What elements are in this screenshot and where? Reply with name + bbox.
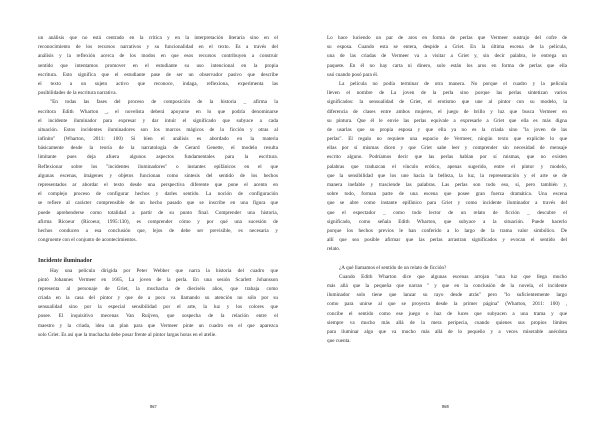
text-line: allí que sea posible afirmar que las perlas arrastran significados y evocan el sentido del bbox=[327, 237, 567, 244]
text-line: diferencia de clases entre ambos mujeres, el juego de brillo y luz que busca Vermeer en bbox=[327, 108, 567, 115]
page-number-right: 868 bbox=[442, 404, 449, 409]
text-line: manera inefable y trasciende las palabras. Las perlas son todo eso, sí, pero también y, bbox=[327, 182, 567, 188]
text-line: que se abre como instante epifánico para Griet y como incidente iluminador a través del bbox=[327, 200, 567, 207]
text-line: iluminador solo tiene que lanzar su rayo desde atrás" pero "lo suficientemente largo bbox=[327, 292, 567, 299]
section-heading: Incidente iluminador bbox=[38, 257, 93, 264]
text-line: se refiere al carácter comprensible de un hecho pasado que se inscribe en una figura que bbox=[38, 200, 278, 207]
text-line: siempre va mucho más allá de la mera peripecia, cuando quienes sus propios límites bbox=[327, 319, 567, 326]
text-line: básicamente desde la teoría de la narratología de Gerard Genette, el modelo resulta bbox=[38, 145, 278, 152]
text-line: que el espectador _ como todo lector de un relato de ficción _ descubre el bbox=[327, 209, 567, 216]
text-line: representados ar abordar el texto desde una perspectiva diferente que pone el acento en bbox=[38, 182, 278, 188]
text-line: Cuando Edith Wharton dice que algunas escenas arrojan "una luz que llega mucho bbox=[339, 273, 567, 280]
text-line: ¿A qué llamamos el sentido de un relato de ficción? bbox=[339, 264, 447, 271]
text-line: su esposa. Cuando esta se entera, despide a Griet. En la última escena de la película, bbox=[327, 44, 567, 51]
text-line: hechos conducen a esa conclusión que, lejos de debe ser previsible, es necesaria y bbox=[38, 227, 278, 234]
text-line: "En todas las fases del proceso de composición de la historia _ afirma la bbox=[50, 99, 278, 106]
text-line: significado, como señala Edith Wharton, que subyace a la situación. Puede hacerlo bbox=[327, 218, 567, 225]
text-line: reconocimiento de los recursos narrativos y su funcionalidad en el texto. Es a través del bbox=[38, 44, 278, 51]
text-line: perlas". El regalo no requiere una espacio de Vermeer, ningún texto que explicite lo que bbox=[327, 136, 567, 143]
text-line: que cuenta. bbox=[327, 338, 351, 345]
right-page-paragraph-1 bbox=[327, 34, 567, 80]
text-line: congruente con el conjunto de acontecimientos. bbox=[38, 237, 137, 244]
text-line: escritura. Esto significa que el estudiante pase de ser un observador pasivo que describe bbox=[38, 71, 278, 78]
text-line: puede aprehenderse como totalidad a partir de su punto final. Comprender una historia, bbox=[38, 209, 278, 216]
text-line: sobre todo, forman parte de una escena que posee gran fuerza dramática. Una escena bbox=[327, 191, 567, 198]
text-line: Hay una película dirigida por Peter Webber que narra la historia del cuadro que bbox=[50, 267, 278, 274]
text-line: el texto a un sujeto activo que reconoce, indaga, reflexiona, experimenta las bbox=[38, 80, 278, 87]
text-line: análisis y la reflexión acerca de los modos en que esos recursos contribuyen a construir bbox=[38, 53, 278, 60]
text-line: maestro y la criada, idea un plan para que Vermeer pinte un cuadro en el que aparezca bbox=[38, 322, 278, 329]
text-line: significados: la sensualidad de Griet, el erotismo que une al pintor con su modelo, la bbox=[327, 99, 567, 106]
text-line: posibilidades de la escritura narrativa. bbox=[38, 90, 117, 97]
text-line: palabras que traduzcan el vínculo erótico, apenas sugerido, entre el pintor y modelo, bbox=[327, 163, 567, 170]
left-page bbox=[38, 34, 278, 340]
text-line: como para unirse al que se proyecta desde la primer página" (Wharton, 2011: 100) , bbox=[327, 301, 567, 308]
text-line: posee. El inquisitivo mecenas Van Ruijven, que sospecha de la relación entre el bbox=[38, 313, 278, 320]
left-page-body bbox=[38, 34, 278, 255]
text-line: relato. bbox=[327, 246, 341, 253]
text-line: sensualidad sino por la especial sensibilidad por el arte, la luz y los colores que bbox=[38, 304, 278, 311]
left-page-section-body bbox=[38, 267, 278, 341]
text-line: porque los hechos previos le han conferido a lo largo de la trama valor simbólico. De bbox=[327, 227, 567, 234]
text-line: el incidente iluminador para expresar y dar intuir el significado que subyace a cada bbox=[38, 117, 278, 124]
text-line: usó cuando posó para él. bbox=[327, 71, 379, 78]
text-line: Reflexionar sobre los "incidentes iluminadores" o instantes epifánicos en el que bbox=[38, 163, 278, 170]
text-line: el complejo proceso de configurar hechos y darles sentido. La noción de configuración bbox=[38, 191, 278, 198]
text-line: Lo hace luciendo un par de aros en forma de perlas que Vermeer sustrajo del cofre de bbox=[327, 35, 567, 41]
text-line: más allá que la pequeña que narran " y que en la conclusión de la novela, el incidente bbox=[327, 283, 567, 290]
text-line: de usarlas que su propia esposa y que ella ya no es la criada sino "la joven de las bbox=[327, 126, 567, 133]
text-line: para iluminar algo que va mucho más allá de lo pequeño y a veces miserable anécdota bbox=[327, 329, 567, 335]
text-line: que la sensibilidad que los une hacia la belleza, la luz, la representación y el arte se de bbox=[327, 172, 567, 179]
text-line: ellas por sí mismas dicen y que Griet sabe leer y comprender sin necesidad de mensaje bbox=[327, 145, 567, 152]
text-line: escrito alguno. Podríamos decir que las perlas hablan por sí mismas, que no existen bbox=[327, 154, 567, 161]
text-line: infinito" (Wharton, 2011: 100) Si bien el análisis es abordado en la materia bbox=[38, 136, 278, 143]
right-page-paragraph-3 bbox=[327, 264, 567, 347]
text-line: situación. Estos incidentes iluminadores son los marcos mágicos de la ficción y otras al bbox=[38, 126, 278, 133]
text-line: algunas escenas, imágenes y objetos funcionan como síntesis del sentido de los hechos bbox=[38, 172, 278, 179]
text-line: pintó Johannes Vermeer en 1665, La joven de la perla. En una sesión Scarlett Johansson bbox=[38, 276, 278, 283]
text-line: concibe el sentido como ese juego o haz de luces que subyacen a una trama y que bbox=[327, 310, 567, 317]
text-line: sentido que intentamos promover en el estudiante su uso intencional en la propia bbox=[38, 62, 278, 69]
text-line: La película no podía terminar de otra manera. No porque el cuadro y la película bbox=[339, 80, 567, 87]
text-line: paquete. En él no hay carta ni dinero, solo están los aros en forma de perlas que ella bbox=[327, 62, 567, 69]
text-line: afirma Ricoeur (Ricoeur, 1995:130), es comprender cómo y por qué una sucesión de bbox=[38, 218, 278, 225]
text-line: criada en la casa del pintor y que de a poco va llamando su atención no sólo por su bbox=[38, 295, 278, 302]
text-line: lleven el nombre de La joven de la perla sino porque las perlas sintetizan varios bbox=[327, 90, 567, 97]
text-line: escritora Edith Wharton _, el novelista deberá apoyarse en lo que podría denominarse bbox=[38, 108, 278, 115]
text-line: limitante pues deja afuera algunos aspectos fundamentales para la escritura. bbox=[38, 154, 278, 161]
text-line: una de las criadas de Vermeer va a visitar a Griet y, sin decir palabra, le entrega un bbox=[327, 53, 567, 60]
right-page-paragraph-2 bbox=[327, 80, 567, 264]
page-number-left: 867 bbox=[150, 404, 157, 409]
text-line: solo Griet. Es así que la muchacha debe posar frente al pintor largas horas en el atelie. bbox=[38, 331, 217, 338]
text-line: un análisis que no está centrado en la crítica y en la interpretación literaria sino en el bbox=[38, 35, 278, 41]
text-line: su pintura. Que él le envíe las perlas equivale a expresarle a Griet que ella es más digna bbox=[327, 117, 567, 124]
right-page bbox=[327, 34, 567, 346]
text-line: representa al personaje de Griet, la muchacha de dieciséis años, que trabaja como bbox=[38, 285, 278, 292]
